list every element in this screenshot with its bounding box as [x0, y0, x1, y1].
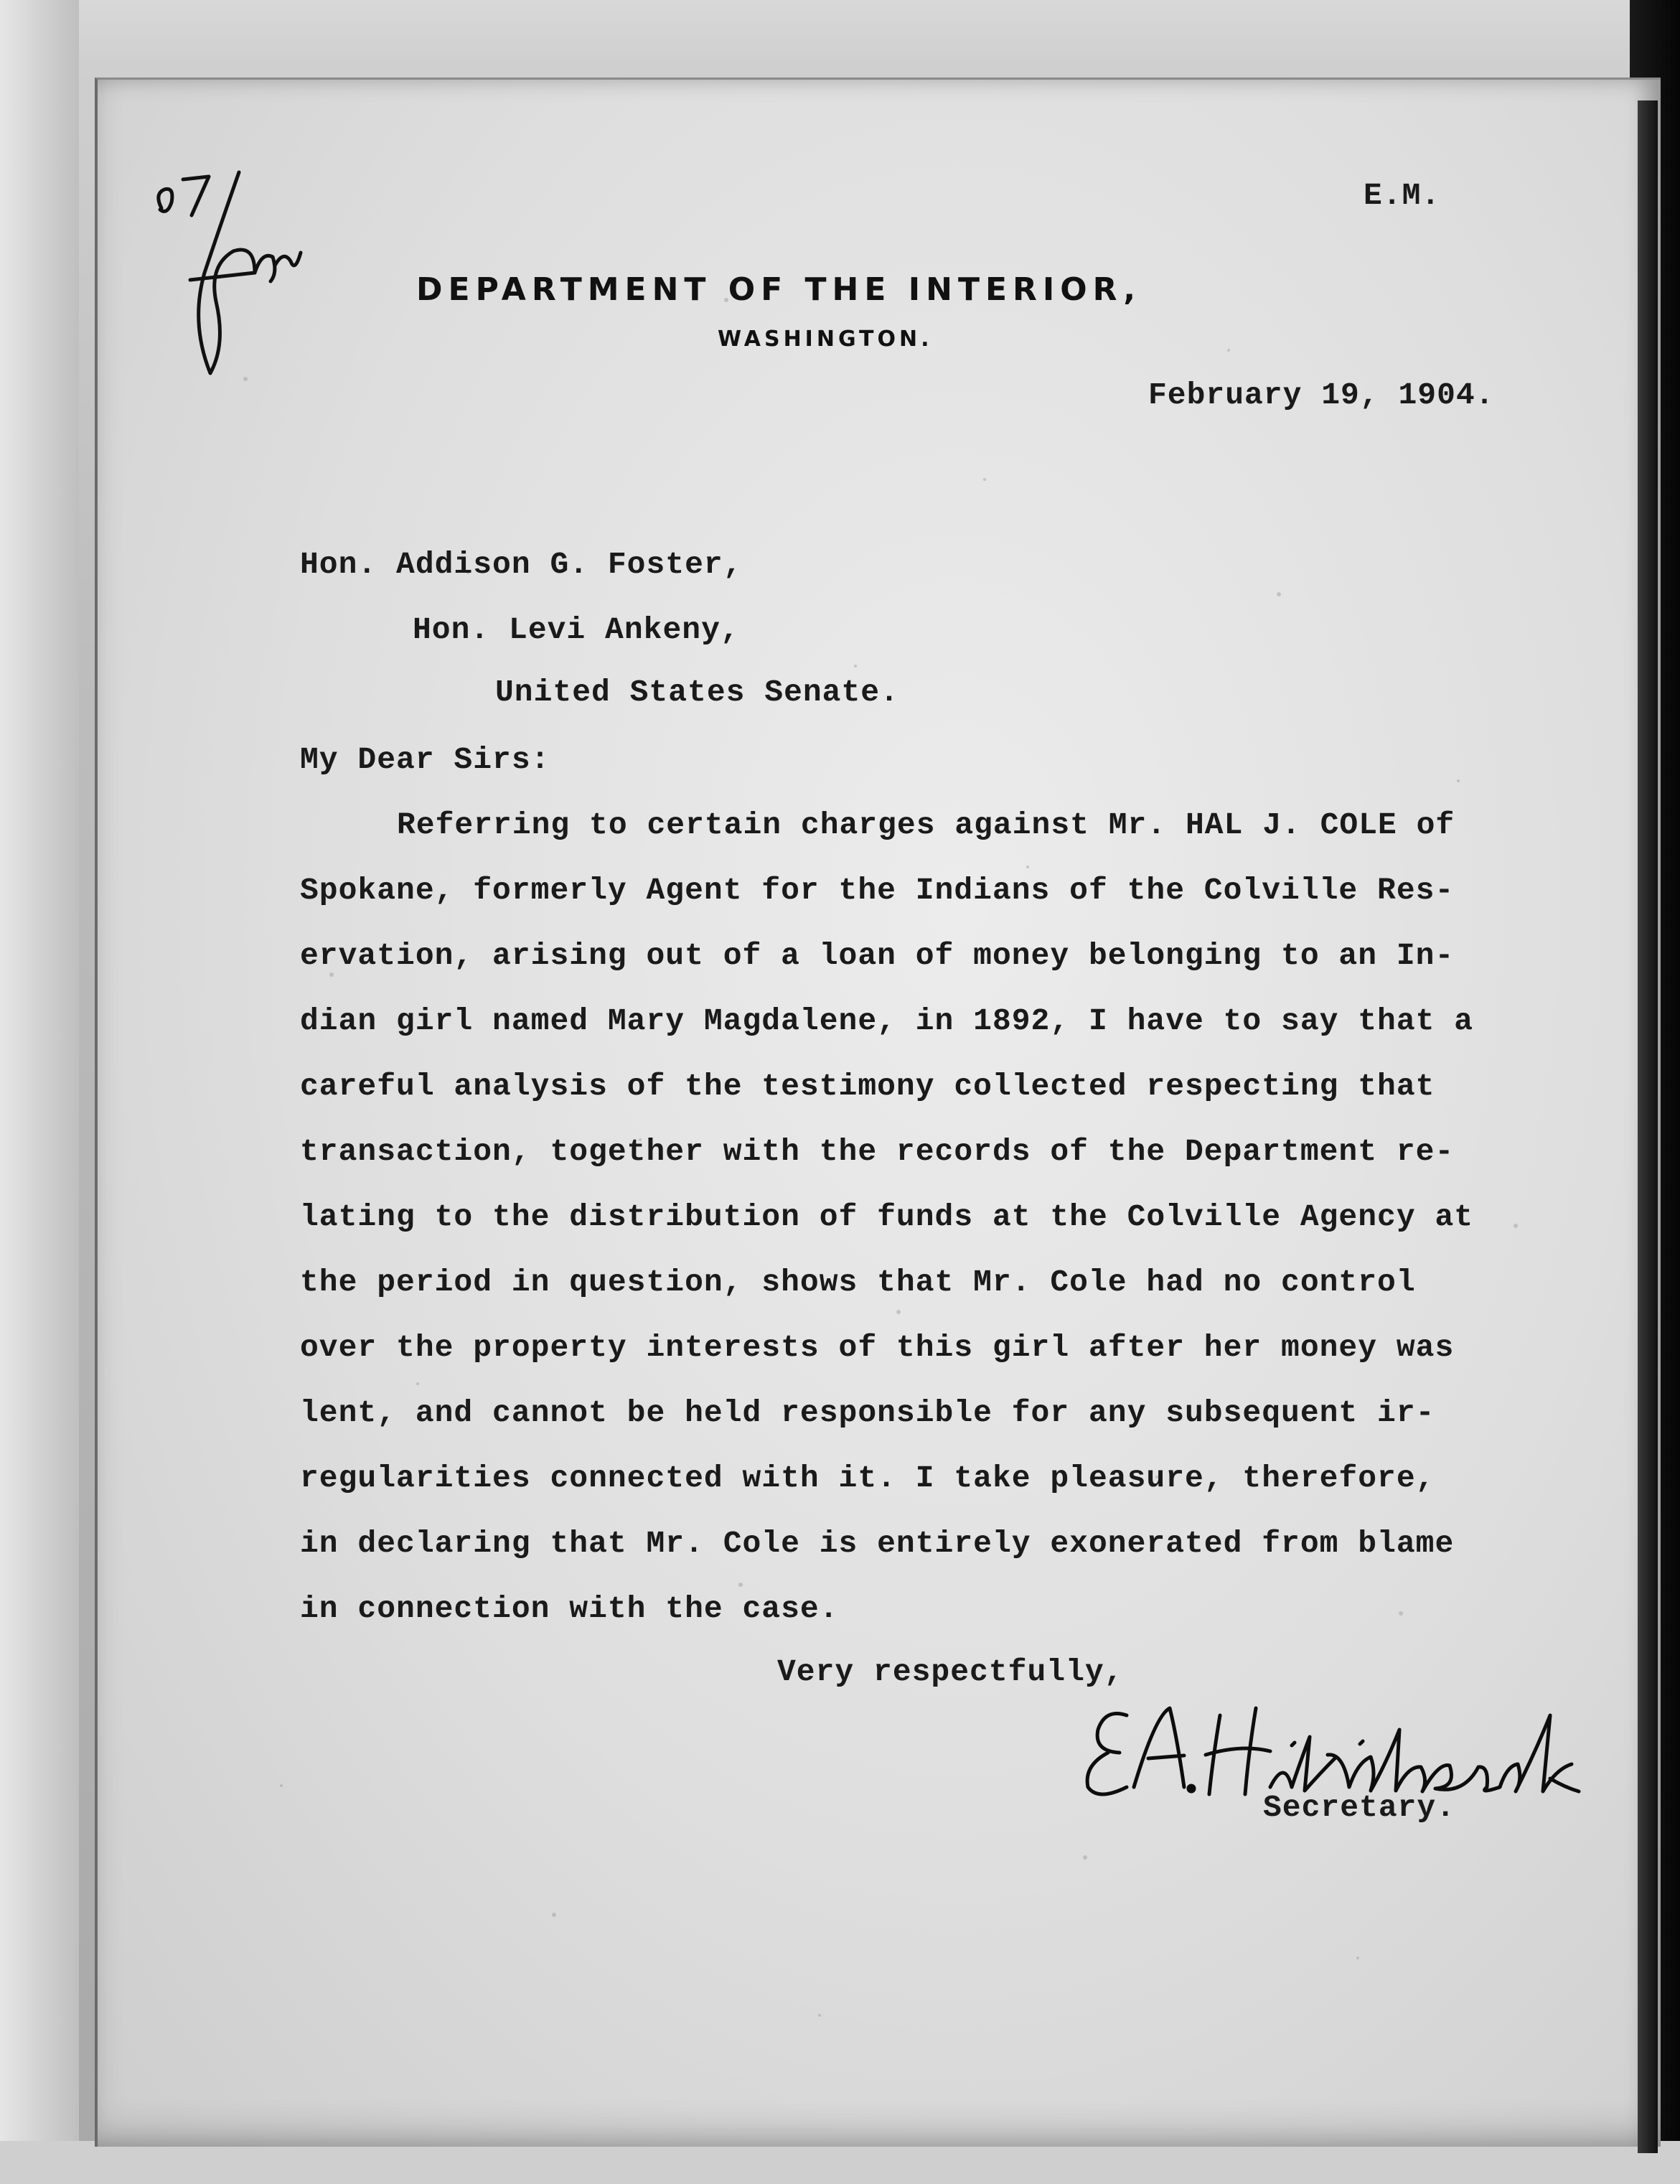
body-line: in connection with the case.	[300, 1591, 839, 1626]
body-line: over the property interests of this girl after her money was	[300, 1330, 1455, 1365]
body-line: careful analysis of the testimony collected respecting that	[300, 1069, 1435, 1104]
letterhead-city: WASHINGTON.	[718, 327, 933, 352]
letterhead-department: DEPARTMENT OF THE INTERIOR,	[416, 271, 1142, 308]
signer-title: Secretary.	[1263, 1790, 1456, 1825]
body-line: regularities connected with it. I take pleasure, therefore,	[300, 1461, 1435, 1496]
addressee-line: Hon. Addison G. Foster,	[300, 547, 743, 582]
complimentary-closing: Very respectfully,	[777, 1654, 1124, 1689]
left-backdrop-edge	[0, 0, 79, 2184]
body-line: transaction, together with the records of the Department re-	[300, 1134, 1455, 1169]
body-line: the period in question, shows that Mr. Cole had no control	[300, 1265, 1416, 1300]
margin-handwritten-initials	[147, 165, 319, 380]
body-line: in declaring that Mr. Cole is entirely exonerated from blame	[300, 1526, 1455, 1561]
salutation: My Dear Sirs:	[300, 742, 550, 777]
body-line: lating to the distribution of funds at the Colville Agency at	[300, 1199, 1474, 1234]
reference-initials: E.M.	[1364, 178, 1441, 213]
body-line: dian girl named Mary Magdalene, in 1892, I have to say that a	[300, 1003, 1474, 1039]
body-line: Referring to certain charges against Mr. HAL J. COLE of	[397, 807, 1455, 843]
body-line: ervation, arising out of a loan of money belonging to an In-	[300, 938, 1455, 973]
addressee-line: United States Senate.	[495, 675, 899, 710]
body-line: lent, and cannot be held responsible for any subsequent ir-	[300, 1395, 1435, 1430]
sheet-right-edge-shadow	[1638, 100, 1658, 2153]
letter-date: February 19, 1904.	[1148, 378, 1495, 413]
letter-body	[300, 804, 1520, 1653]
addressee-line: Hon. Levi Ankeny,	[413, 612, 740, 647]
body-line: Spokane, formerly Agent for the Indians of the Colville Res-	[300, 873, 1455, 908]
bottom-backdrop-strip	[0, 2141, 1680, 2184]
